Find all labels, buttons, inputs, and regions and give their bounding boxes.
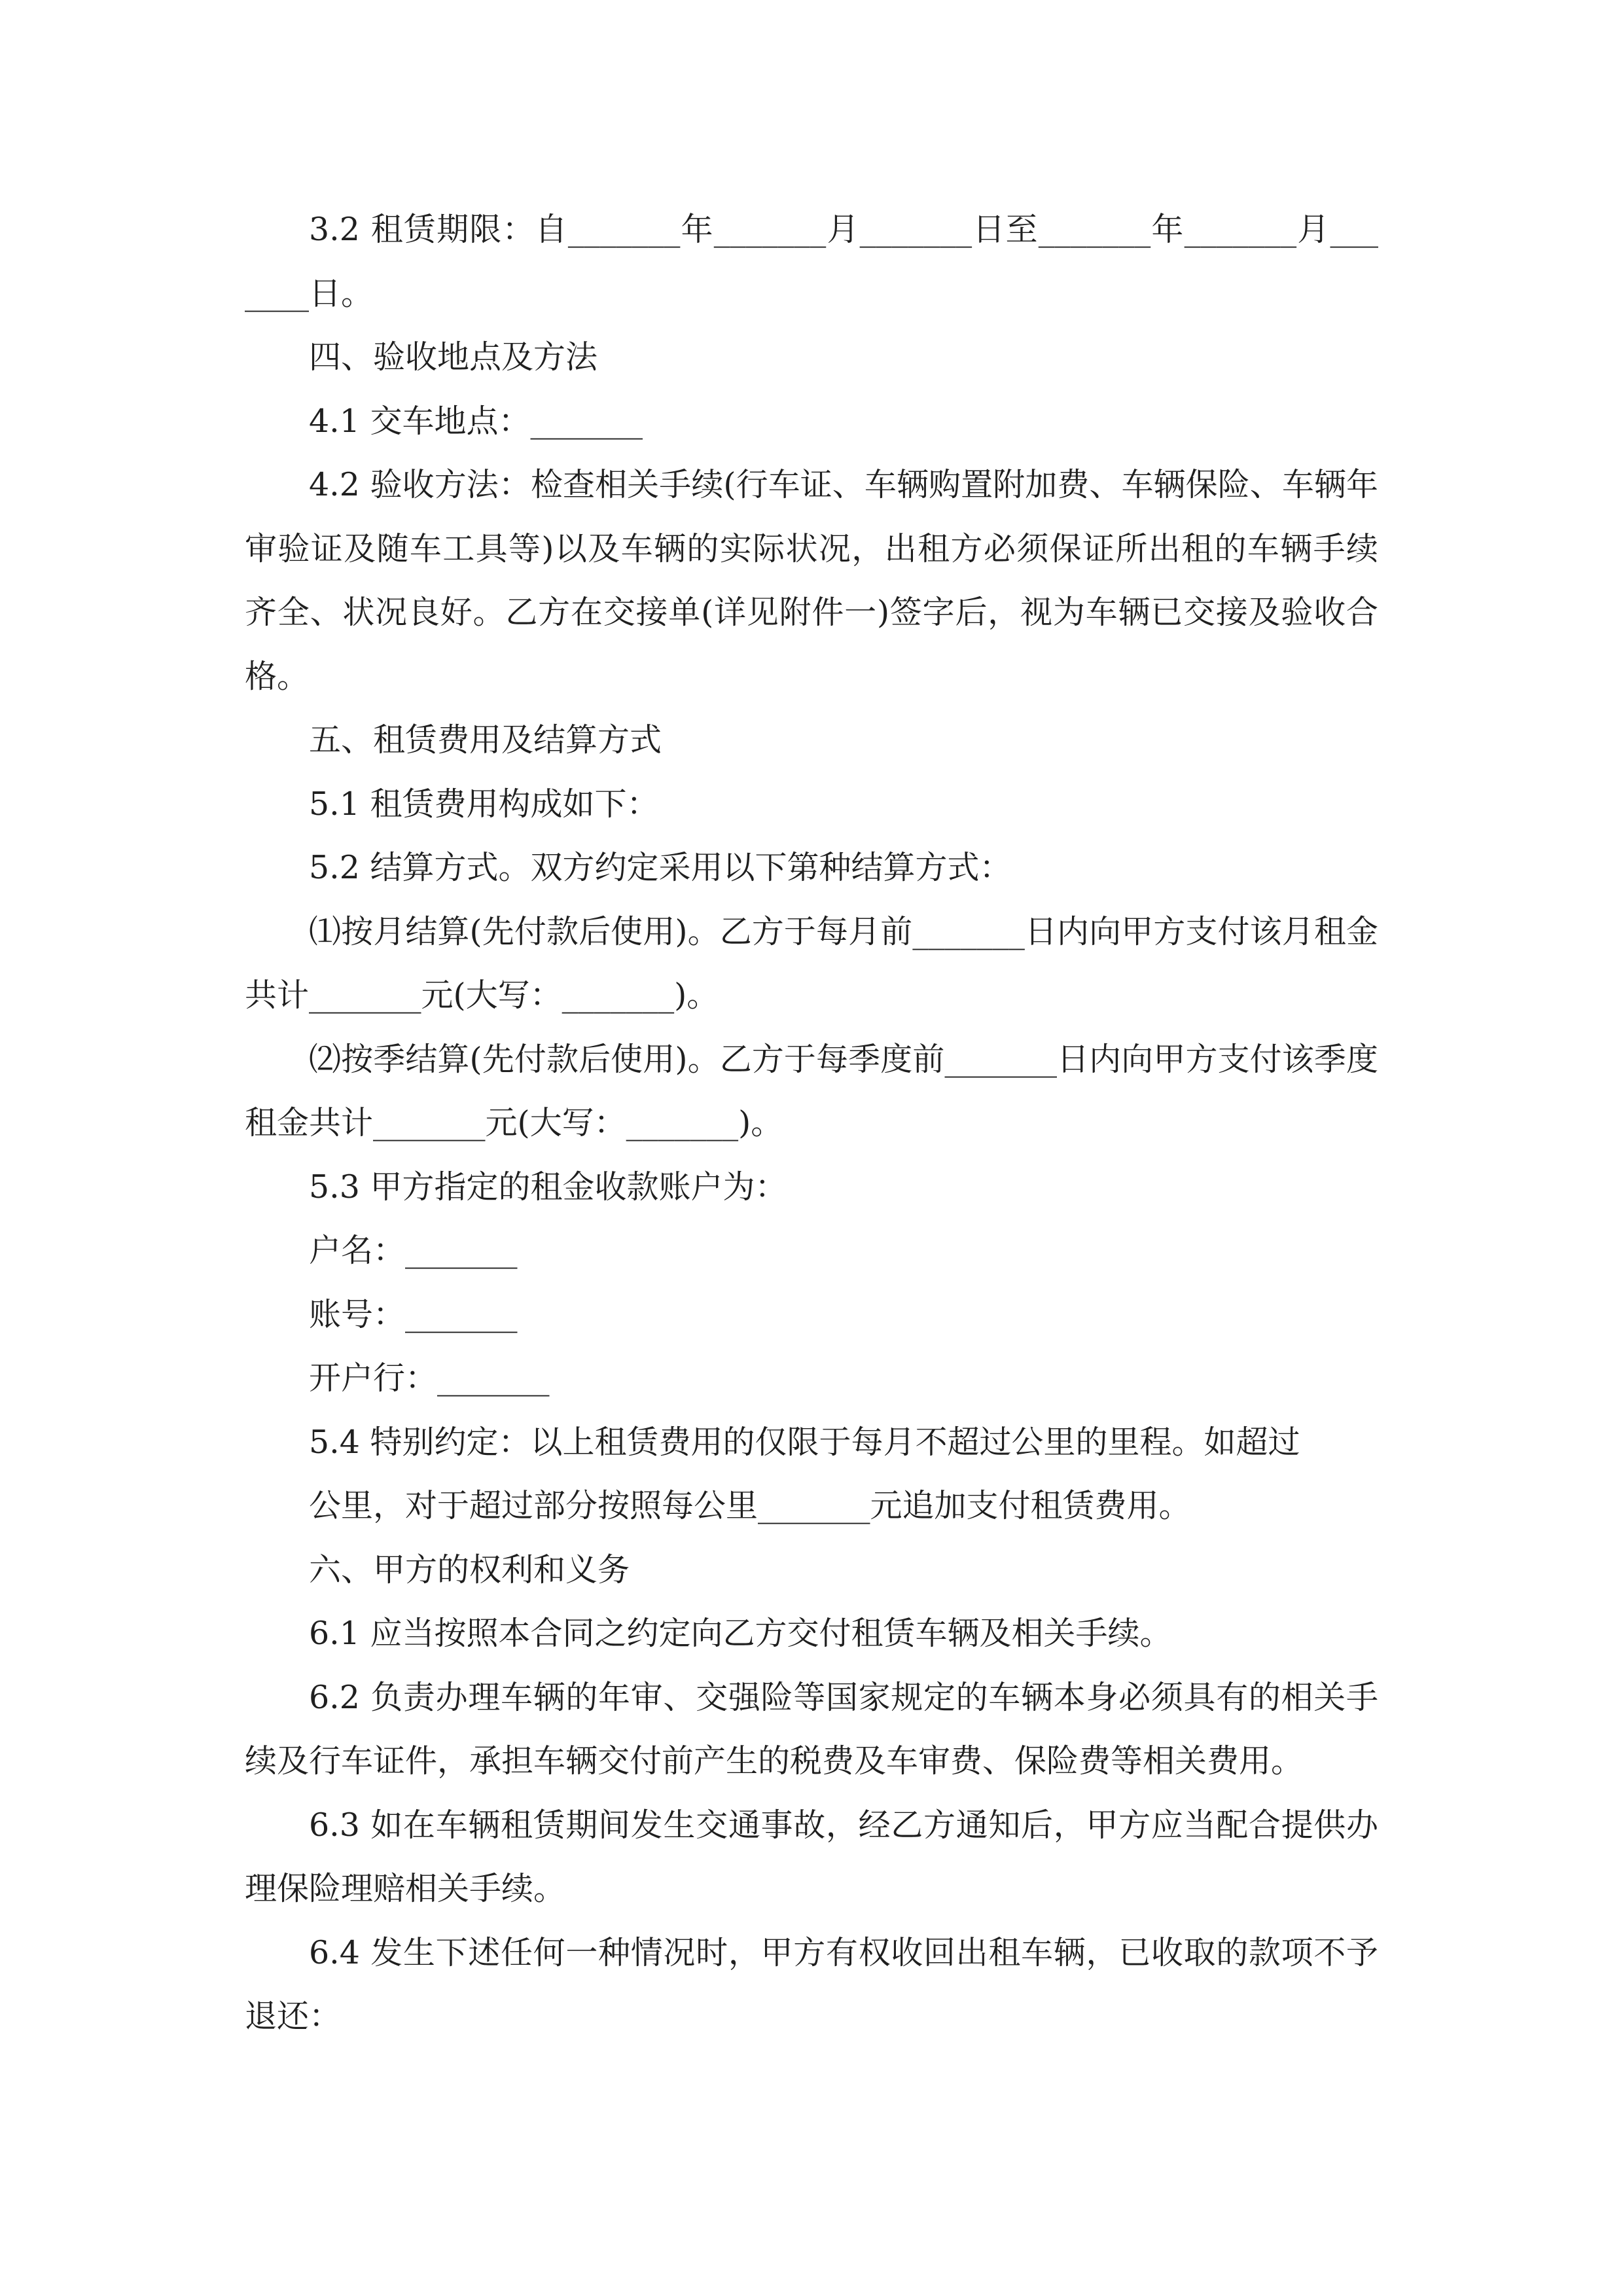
clause-6-1: 6.1 应当按照本合同之约定向乙方交付租赁车辆及相关手续。 <box>309 1615 1172 1652</box>
settlement-option-monthly: ⑴按月结算(先付款后使用)。乙方于每月前_______日内向甲方支付该月租金共计_______元(大写：_______)。 <box>245 912 1378 1014</box>
document-body <box>245 198 1378 2049</box>
clause-5-1-fee-composition: 5.1 租赁费用构成如下： <box>309 785 659 823</box>
account-holder-name: 户名：_______ <box>309 1232 518 1269</box>
clause-5-4-special-agreement: 5.4 特别约定：以上租赁费用的仅限于每月不超过公里的里程。如超过 <box>309 1423 1300 1461</box>
section-5-heading: 五、租赁费用及结算方式 <box>309 721 662 759</box>
clause-6-2: 6.2 负责办理车辆的年审、交强险等国家规定的车辆本身必须具有的相关手续及行车证件，承担车辆交付前产生的税费及车审费、保险费等相关费用。 <box>245 1678 1378 1780</box>
account-bank: 开户行：_______ <box>309 1359 550 1397</box>
clause-6-4: 6.4 发生下述任何一种情况时，甲方有权收回出租车辆，已收取的款项不予退还： <box>245 1933 1378 2035</box>
clause-4-2-inspection-method: 4.2 验收方法：检查相关手续(行车证、车辆购置附加费、车辆保险、车辆年审验证及随车工具等)以及车辆的实际状况，出租方必须保证所出租的车辆手续齐全、状况良好。乙方在交接单(详见附件一)签字后，视为车辆已交接及验收合格。 <box>245 466 1378 695</box>
clause-6-3: 6.3 如在车辆租赁期间发生交通事故，经乙方通知后，甲方应当配合提供办理保险理赔相关手续。 <box>245 1806 1378 1907</box>
section-4-heading: 四、验收地点及方法 <box>309 338 598 376</box>
clause-5-4-continuation: 公里，对于超过部分按照每公里_______元追加支付租赁费用。 <box>309 1487 1191 1524</box>
section-6-heading: 六、甲方的权利和义务 <box>309 1551 630 1588</box>
clause-5-2-settlement-method: 5.2 结算方式。双方约定采用以下第种结算方式： <box>309 849 1012 886</box>
clause-5-3-payment-account: 5.3 甲方指定的租金收款账户为： <box>309 1168 787 1206</box>
settlement-option-quarterly: ⑵按季结算(先付款后使用)。乙方于每季度前_______日内向甲方支付该季度租金共计_______元(大写：_______)。 <box>245 1040 1378 1141</box>
account-number: 账号：_______ <box>309 1295 518 1333</box>
clause-3-2-lease-term: 3.2 租赁期限：自_______年_______月_______日至_______年_______月_______日。 <box>245 211 1378 312</box>
clause-4-1-delivery-location: 4.1 交车地点：_______ <box>309 402 643 440</box>
